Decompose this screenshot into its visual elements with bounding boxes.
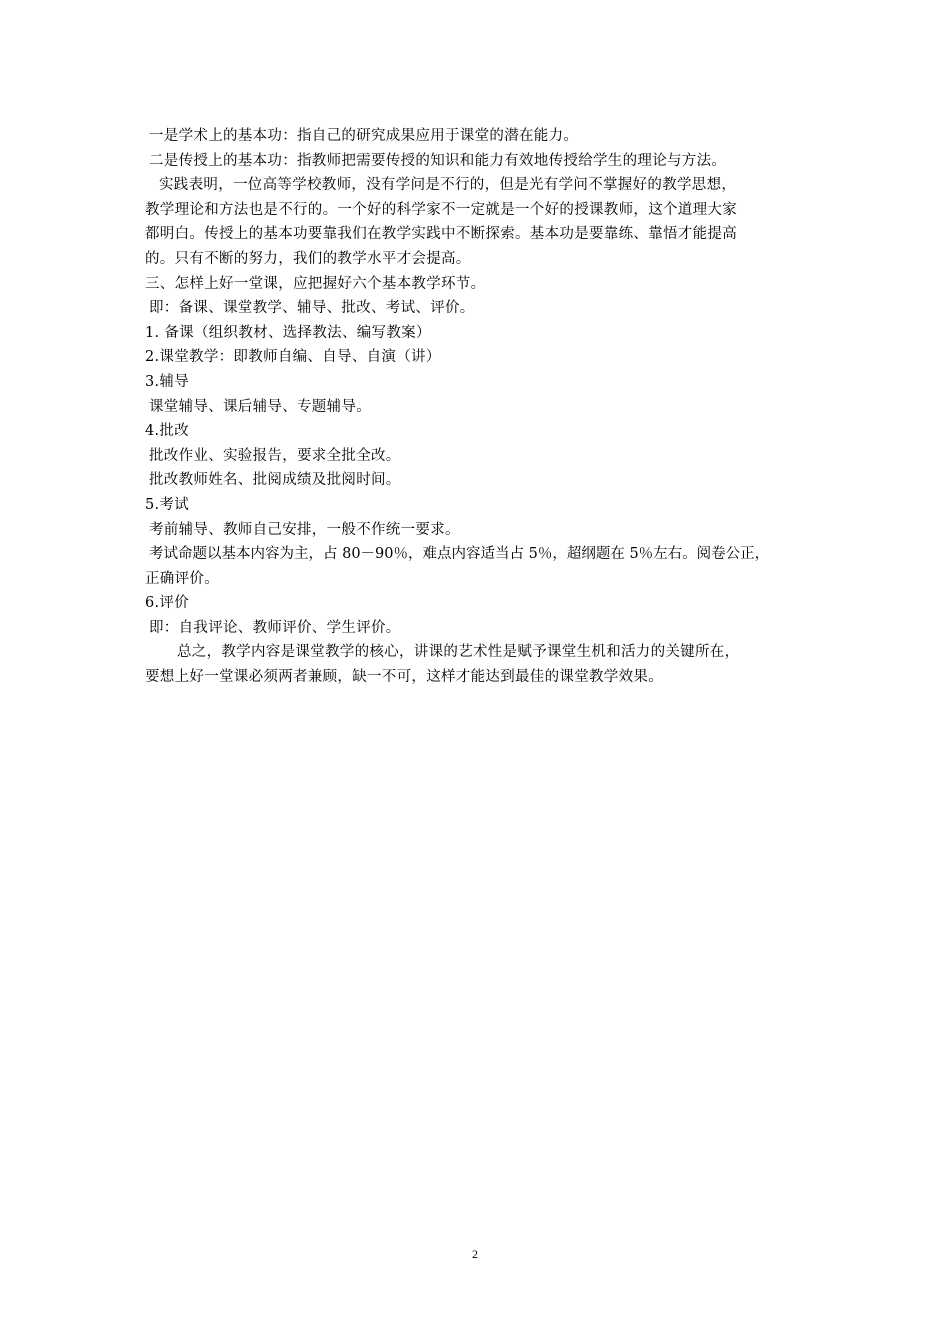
- list-item: 4.批改: [145, 423, 190, 440]
- paragraph-line: 一是学术上的基本功：指自己的研究成果应用于课堂的潜在能力。: [149, 128, 579, 144]
- list-item: 2.课堂教学：即教师自编、自导、自演（讲）: [145, 349, 441, 366]
- paragraph-line: 考试命题以基本内容为主，占 80－90％，难点内容适当占 5％，超纲题在 5％左右。阅卷公正，: [149, 546, 770, 563]
- paragraph-line: 即：备课、课堂教学、辅导、批改、考试、评价。: [149, 300, 475, 317]
- page-number: 2: [472, 1247, 478, 1261]
- paragraph-line: 都明白。传授上的基本功要靠我们在教学实践中不断探索。基本功是要靠练、靠悟才能提高: [145, 226, 737, 243]
- paragraph-line: 考前辅导、教师自己安排，一般不作统一要求。: [149, 521, 460, 538]
- list-item: 5.考试: [145, 496, 190, 513]
- list-item: 1. 备课（组织教材、选择教法、编写教案）: [145, 324, 431, 341]
- paragraph-line: 教学理论和方法也是不行的。一个好的科学家不一定就是一个好的授课教师，这个道理大家: [145, 201, 737, 218]
- paragraph-line: 二是传授上的基本功：指教师把需要传授的知识和能力有效地传授给学生的理论与方法。: [149, 152, 727, 169]
- paragraph-line: 正确评价。: [145, 570, 219, 587]
- paragraph-line: 实践表明，一位高等学校教师，没有学问是不行的，但是光有学问不掌握好的教学思想，: [159, 177, 737, 194]
- paragraph-line: 课堂辅导、课后辅导、专题辅导。: [149, 398, 371, 415]
- list-item: 3.辅导: [145, 373, 190, 390]
- paragraph-line: 批改作业、实验报告，要求全批全改。: [149, 447, 401, 464]
- document-body: [145, 124, 820, 690]
- list-item: 6.评价: [145, 595, 190, 612]
- section-heading: 三、怎样上好一堂课，应把握好六个基本教学环节。: [145, 275, 486, 292]
- paragraph-line: 批改教师姓名、批阅成绩及批阅时间。: [149, 472, 401, 489]
- paragraph-line: 的。只有不断的努力，我们的教学水平才会提高。: [145, 250, 471, 267]
- paragraph-line: 总之，教学内容是课堂教学的核心，讲课的艺术性是赋予课堂生机和活力的关键所在，: [177, 644, 740, 661]
- paragraph-line: 即：自我评论、教师评价、学生评价。: [149, 619, 401, 636]
- paragraph-line: 要想上好一堂课必须两者兼顾，缺一不可，这样才能达到最佳的课堂教学效果。: [145, 669, 663, 686]
